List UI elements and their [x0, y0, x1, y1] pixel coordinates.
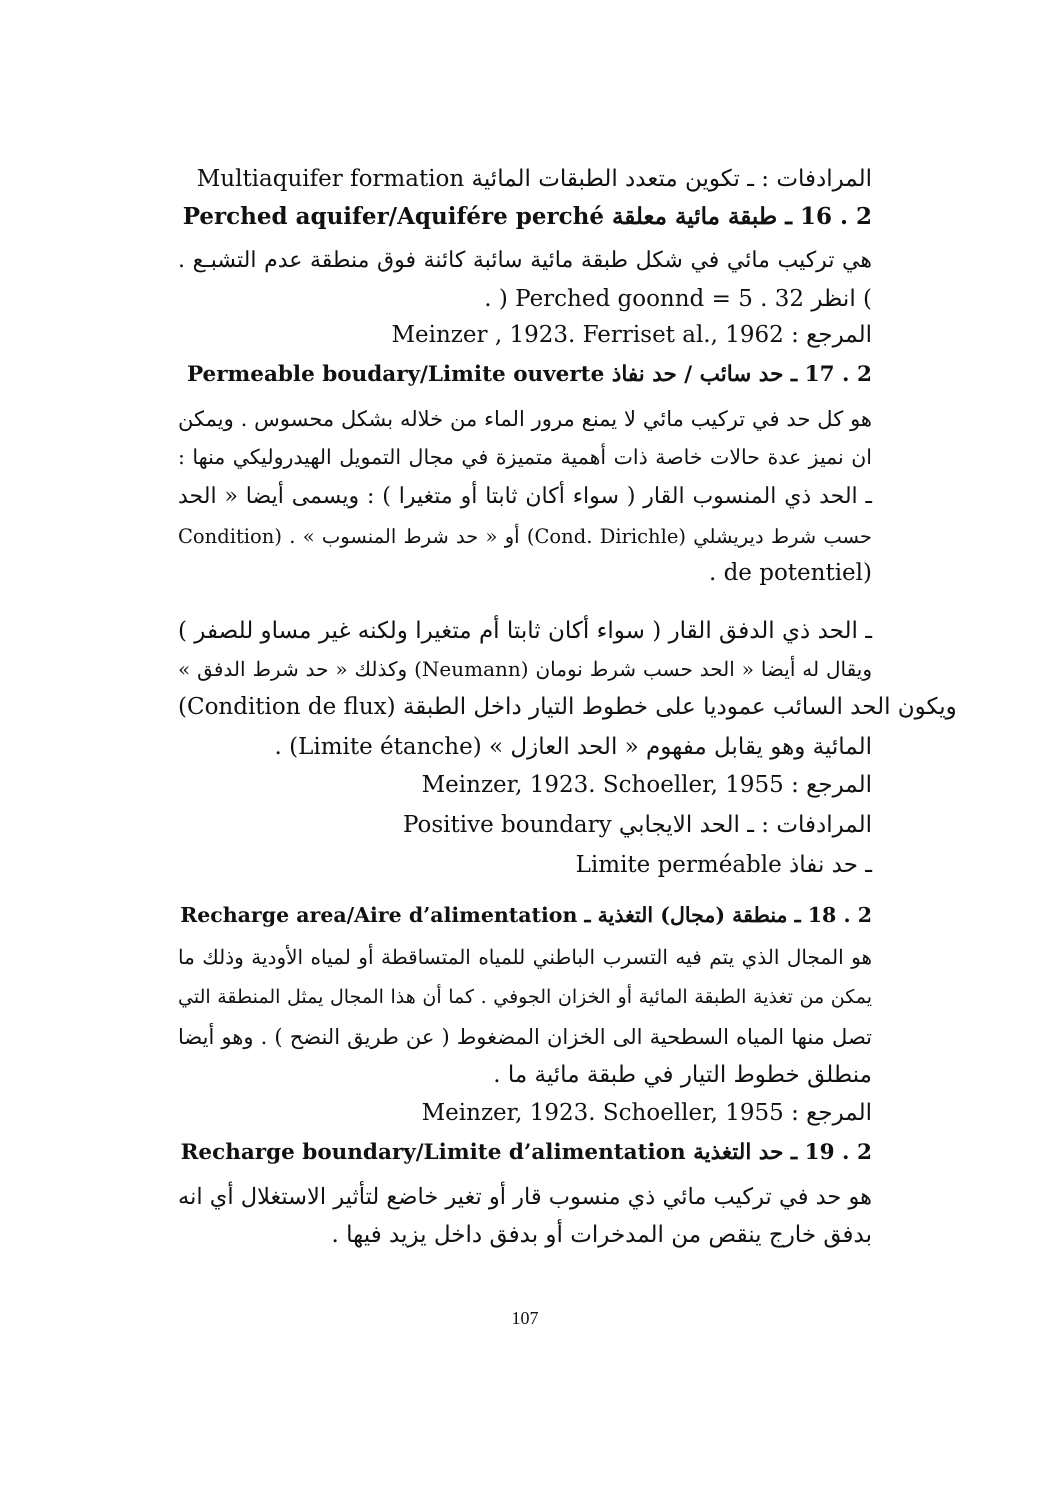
synonyms-line: المرادفات : ـ تكوين متعدد الطبقات المائية Multiaquifer formation: [196, 166, 872, 192]
synonyms-line: ـ حد نفاذ Limite perméable: [575, 852, 872, 878]
paragraph-line: بدفق خارج ينقص من المدخرات أو بدفق داخل يزيد فيها .: [331, 1222, 872, 1248]
paragraph-line: هو كل حد في تركيب مائي لا يمنع مرور الماء من خلاله بشكل محسوس . ويمكن: [178, 407, 872, 431]
paragraph-line: هو حد في تركيب مائي ذي منسوب قار أو تغير خاضع لتأثير الاستغلال أي انه: [178, 1184, 872, 1210]
paragraph-line: منطلق خطوط التيار في طبقة مائية ما .: [493, 1062, 872, 1088]
paragraph-line: هو المجال الذي يتم فيه التسرب الباطني للمياه المتساقطة أو لمياه الأودية وذلك ما: [178, 945, 872, 969]
paragraph-line: ) انظر 32 . 5 = Perched goonnd ( .: [484, 286, 872, 312]
reference-line: المرجع : Meinzer, 1923. Schoeller, 1955: [421, 1100, 872, 1126]
entry-heading-2-18: 2 . 18 ـ منطقة (مجال) التغذية ـ Recharge area/Aire d’alimentation: [180, 903, 872, 927]
paragraph-line: ان نميز عدة حالات خاصة ذات أهمية متميزة في مجال التمويل الهيدروليكي منها :: [178, 445, 872, 469]
paragraph-line: تصل منها المياه السطحية الى الخزان المضغوط ( عن طريق النضح ) . وهو أيضا: [178, 1025, 872, 1049]
paragraph-line: ـ الحد ذي المنسوب القار ( سواء أكان ثابتا أو متغيرا ) : ويسمى أيضا « الحد: [178, 484, 872, 509]
reference-line: المرجع : Meinzer , 1923. Ferriset al., 1962: [391, 322, 872, 348]
paragraph-line: المائية وهو يقابل مفهوم « الحد العازل » (Limite étanche) .: [274, 734, 872, 760]
entry-heading-2-17: 2 . 17 ـ حد سائب / حد نفاذ Permeable boudary/Limite ouverte: [186, 362, 872, 387]
paragraph-line: . de potentiel): [708, 560, 872, 586]
page-number: 107: [511, 1308, 539, 1328]
paragraph-line: هي تركيب مائي في شكل طبقة مائية سائبة كائنة فوق منطقة عدم التشبـع .: [178, 248, 872, 273]
paragraph-line: يمكن من تغذية الطبقة المائية أو الخزان الجوفي . كما أن هذا المجال يمثل المنطقة التي: [178, 986, 872, 1008]
paragraph-line: ـ الحد ذي الدفق القار ( سواء أكان ثابتا أم متغيرا ولكنه غير مساو للصفر ): [178, 618, 872, 644]
paragraph-line: (Condition de flux) ويكون الحد السائب عموديا على خطوط التيار داخل الطبقة: [178, 694, 957, 720]
synonyms-line: المرادفات : ـ الحد الايجابي Positive boundary: [402, 812, 872, 838]
reference-line: المرجع : Meinzer, 1923. Schoeller, 1955: [421, 772, 872, 798]
entry-heading-2-16: 2 . 16 ـ طبقة مائية معلقة Perched aquifer/Aquifére perché: [182, 203, 872, 230]
entry-heading-2-19: 2 . 19 ـ حد التغذية Recharge boundary/Limite d’alimentation: [180, 1140, 872, 1165]
paragraph-line: حسب شرط ديريشلي (Cond. Dirichle) أو « حد شرط المنسوب » . (Condition: [178, 525, 872, 548]
paragraph-line: ويقال له أيضا « الحد حسب شرط نومان (Neumann) وكذلك « حد شرط الدفق »: [178, 657, 872, 681]
